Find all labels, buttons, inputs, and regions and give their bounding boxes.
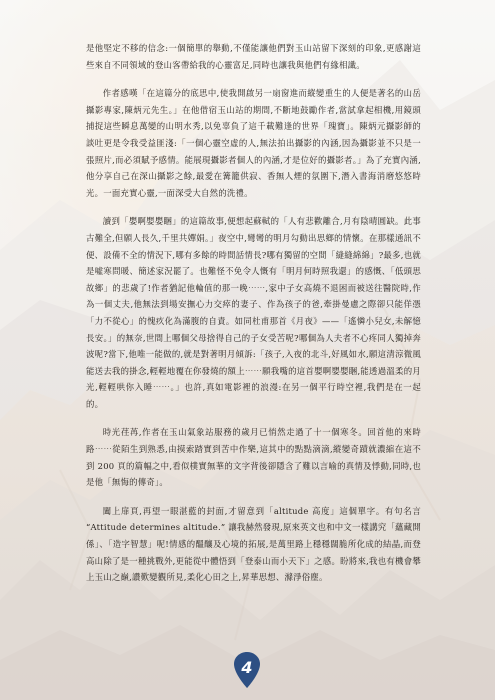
page-number-badge: [234, 652, 260, 688]
paragraph: 是他堅定不移的信念:一個簡單的舉動,不僅能讓他們對玉山站留下深刻的印象,更感謝這些來自不同領域的登山客帶給我的心靈富足,同時也讓我與他們有緣相識。: [86, 43, 421, 70]
paragraph: 作者感嘆「在這篇分的底思中,使我開啟另一扇窗進而縱變重生的人便是著名的山岳攝影專家,陳炳元先生。」在他借宿玉山站的期間,不斷地鼓勵作者,當試拿起相機,用鏡頭捕捉這些瞬息萬變的山明水秀,以免辜負了這千載難逢的世界「瑰寶」。陳炳元攝影師的談吐更是令我受益匪淺:「一個心靈空虛的人,無法拍出攝影的內涵,因為攝影並不只是一張照片,而必須賦予感情。能展現攝影者個人的內涵,才是位好的攝影者。」為了充實內涵,他分享自己在深山攝影之餘,最愛在篝籠供寂、香無人煙的氛圍下,潛入書海消磨悠悠時光。一面充實心靈,一面深受大自然的洗禮。: [86, 88, 421, 198]
paragraph: 時光荏苒,作者在玉山氣象站服務的歲月已悄然走過了十一個寒冬。回首他的來時路⋯⋯從陌生到熟悉,由摸索踏實到苦中作樂,這其中的點點滴滴,縱變奇蹟就濃縮在這不到 200 頁的篇幅之中,看似樸實無華的文字背後卻隱含了難以言喻的真情及悸動,同時,也是他「無悔的傳奇」。: [86, 427, 421, 488]
article-body: [86, 40, 421, 598]
paragraph: 讀到「嬰啊嬰嬰睏」的這篇故事,便想起蘇軾的「人有悲歡離合,月有陰晴圓缺。此事古難全,但願人長久,千里共嬋娟。」夜空中,彎彎的明月勾動出思鄉的情懷。在那樣通訊不便、設備不全的情況下,哪有多餘的時間話情長?哪有獨留的空間「縫縫綿綿」?最多,也就是噓寒問暖、簡述家況罷了。也難怪不免令人慨有「明月何時照我還」的感慨、「低頭思故鄉」的悲歲了!作者猶記他輪值的那一晚⋯⋯,家中子女高燒不退困而被送往醫院時,作為一個丈夫,他無法到場安撫心力交瘁的妻子、作為孩子的爸,牽掛曼慮之際卻只能佯憑「力不從心」的愧疚化為滿腹的自責。如同杜甫那首《月夜》——「遙憐小兒女,未解憶長安。」的無奈,世間上哪個父母捨得自己的子女受苦呢?哪個為人夫者不心疼同人獨掉奔波呢?當下,他唯一能做的,就是對著明月傾訴:「孩子,入夜的北斗,好風如水,願這清涼微風能送去我的掛念,輕輕地覆在你發燒的額上⋯⋯願我嘴的這首嬰啊嬰嬰睏,能透過溫柔的月光,輕輕哄你入睡⋯⋯。」也許,真如電影裡的浪漫:在另一個平行時空裡,我們是在一起的。: [86, 216, 421, 409]
paragraph: 闔上扉頁,再望一眼湛藍的封面,才留意到「altitude 高度」這個單字。有句名言 “Attitude determines altitude.” 讓我赫然發現,原來英文也和中文一樣講究「蘊藏開係」、「造字智慧」呢!情感的醞釀及心境的拓展,是萬里路上穩穩闊脆所化成的結晶,而登高山除了是一種挑戰外,更能從中體悟到「登泰山而小天下」之感。盼將來,我也有機會攀上玉山之巔,讚歎變觀所見,柔化心田之上,昇華思想、滌淨俗塵。: [86, 505, 421, 583]
page-number: 4: [241, 658, 253, 677]
